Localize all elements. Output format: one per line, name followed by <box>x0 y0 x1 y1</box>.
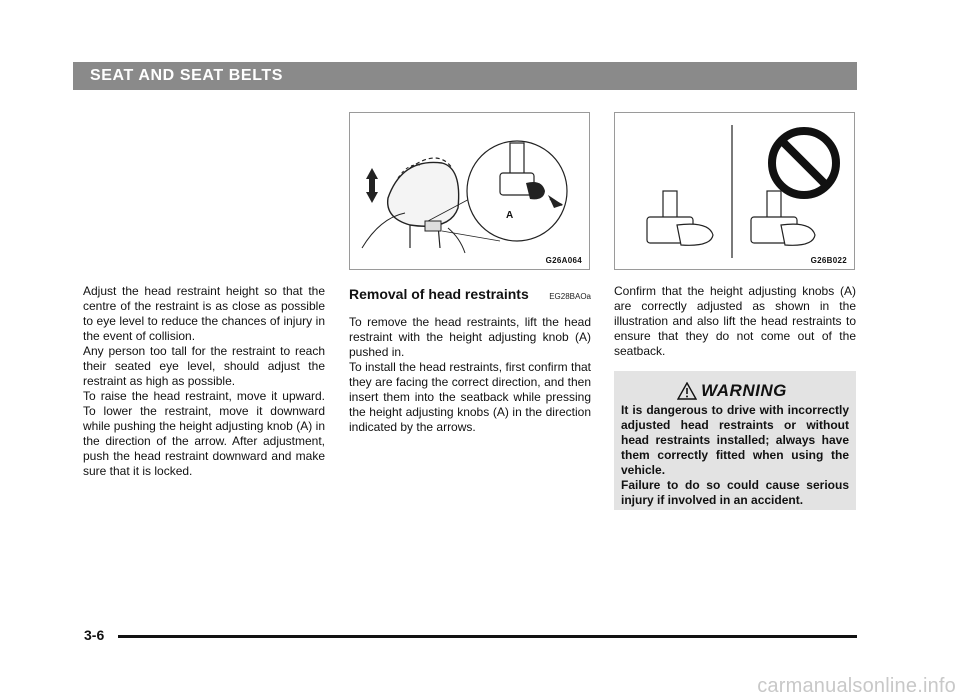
paragraph: To install the head restraints, first confirm that they are facing the correct direction, and then insert them into the seatback while pressing the height adjusting knobs (A) in the direction indicated by the arrows. <box>349 360 591 434</box>
knob-comparison-illustration <box>615 113 856 271</box>
column-removal-text <box>349 287 591 435</box>
section-code: EG28BAOa <box>549 292 591 301</box>
warning-box <box>614 371 856 510</box>
figure-code: G26A064 <box>545 256 582 265</box>
footer-rule <box>118 635 857 638</box>
column-adjust-text <box>83 284 325 479</box>
paragraph: Any person too tall for the restraint to reach their seated eye level, should adjust the restraint as high as possible. <box>83 344 325 388</box>
head-restraint-illustration <box>350 113 591 271</box>
warning-header <box>615 381 849 401</box>
figure-knob-correct-incorrect <box>614 112 855 270</box>
warning-triangle-icon <box>677 382 697 400</box>
figure-code: G26B022 <box>810 256 847 265</box>
page-number: 3-6 <box>84 627 105 643</box>
section-heading <box>349 287 591 304</box>
warning-title: WARNING <box>701 381 787 400</box>
column-confirm-text <box>614 284 856 359</box>
watermark: carmanualsonline.info <box>757 675 956 697</box>
warning-text: It is dangerous to drive with incorrectly adjusted head restraints or without head restraints installed; always have them correctly fitted when using the vehicle. <box>621 403 849 477</box>
section-title: SEAT AND SEAT BELTS <box>90 67 284 84</box>
section-header-bar <box>73 62 857 90</box>
paragraph: To remove the head restraints, lift the head restraint with the height adjusting knob (A) pushed in. <box>349 315 591 359</box>
paragraph: Confirm that the height adjusting knobs (A) are correctly adjusted as shown in the illustration and also lift the head restraints to ensure that they do not come out of the seatback. <box>614 284 856 358</box>
removal-heading: Removal of head restraints <box>349 286 529 302</box>
warning-text-2: Failure to do so could cause serious injury if involved in an accident. <box>621 478 849 507</box>
paragraph: Adjust the head restraint height so that the centre of the restraint is as close as possible to eye level to reduce the chances of injury in the event of collision. <box>83 284 325 343</box>
figure-head-restraint-adjust <box>349 112 590 270</box>
paragraph: To raise the head restraint, move it upward. To lower the restraint, move it downward while pushing the height adjusting knob (A) in the direction of the arrow. After adjustment, push the head restraint downward and make sure that it is locked. <box>83 389 325 478</box>
figure-label-a: A <box>506 210 514 221</box>
